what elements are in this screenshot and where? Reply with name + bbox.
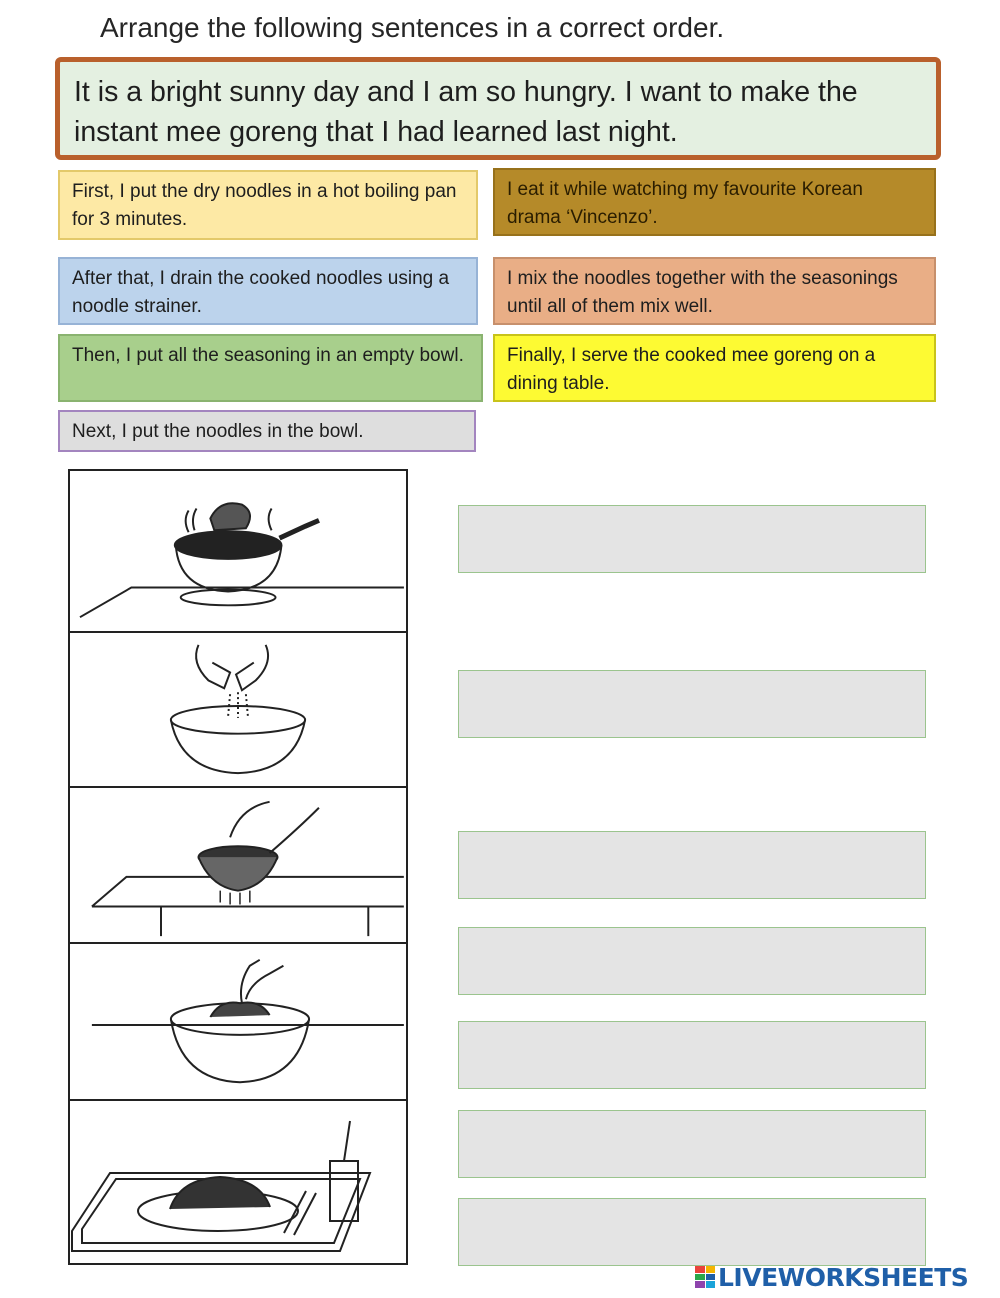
picture-draining-noodles-in-strainer bbox=[70, 788, 406, 944]
answer-slot-3[interactable] bbox=[458, 831, 926, 899]
liveworksheets-logo-icon bbox=[695, 1266, 715, 1288]
picture-serving-noodles-on-tray bbox=[70, 1101, 406, 1263]
sentence-card-next[interactable]: Next, I put the noodles in the bowl. bbox=[58, 410, 476, 452]
intro-box: It is a bright sunny day and I am so hungry. I want to make the instant mee goreng that I had learned last night. bbox=[55, 57, 941, 160]
sentence-card-first[interactable]: First, I put the dry noodles in a hot boiling pan for 3 minutes. bbox=[58, 170, 478, 240]
picture-cooking-noodles-in-pan bbox=[70, 471, 406, 633]
sentence-card-mix[interactable]: I mix the noodles together with the seasonings until all of them mix well. bbox=[493, 257, 936, 325]
sentence-card-eat[interactable]: I eat it while watching my favourite Korean drama ‘Vincenzo’. bbox=[493, 168, 936, 236]
liveworksheets-brand: LIVEWORKSHEETS bbox=[718, 1262, 969, 1292]
worksheet-title: Arrange the following sentences in a correct order. bbox=[100, 12, 725, 43]
liveworksheets-logo bbox=[695, 1262, 968, 1292]
picture-mixing-noodles-in-bowl bbox=[70, 944, 406, 1101]
answer-slot-5[interactable] bbox=[458, 1021, 926, 1089]
sentence-card-finally[interactable]: Finally, I serve the cooked mee goreng on a dining table. bbox=[493, 334, 936, 402]
answer-slot-4[interactable] bbox=[458, 927, 926, 995]
answer-slot-6[interactable] bbox=[458, 1110, 926, 1178]
answer-slot-7[interactable] bbox=[458, 1198, 926, 1266]
answer-slot-1[interactable] bbox=[458, 505, 926, 573]
picture-pouring-seasoning-into-bowl bbox=[70, 633, 406, 788]
answer-slot-2[interactable] bbox=[458, 670, 926, 738]
sentence-card-then[interactable]: Then, I put all the seasoning in an empty bowl. bbox=[58, 334, 483, 402]
sentence-card-after[interactable]: After that, I drain the cooked noodles using a noodle strainer. bbox=[58, 257, 478, 325]
picture-column bbox=[68, 469, 408, 1265]
